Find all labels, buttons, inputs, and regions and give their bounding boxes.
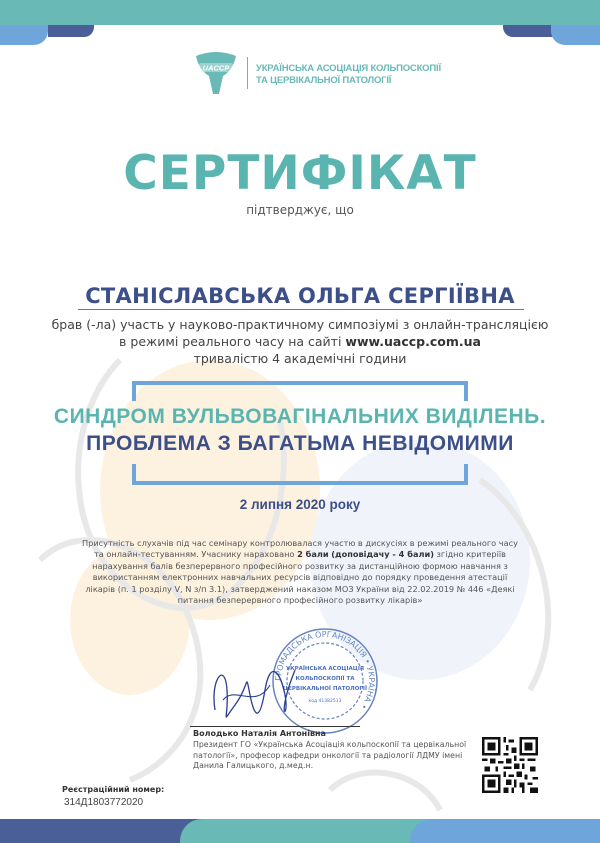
top-left-accent-light [0, 25, 48, 45]
top-band [0, 0, 600, 25]
speaker-points: (доповідачу - 4 бали) [331, 549, 434, 560]
bottom-accent-teal [180, 819, 440, 843]
attendance-part1: Присутність слухачів під час семінару контролювалася участю в дискусіях в режимі реального часу та онлайн-тестуванням. Учаснику нараховано [81, 538, 518, 560]
name-underline [78, 309, 524, 310]
signature-icon [205, 650, 305, 730]
registration-label: Реєстраційний номер: [62, 785, 165, 794]
website-link[interactable]: www.uaccp.com.ua [345, 334, 481, 349]
attendance-part2: згідно критеріїв нарахування балів безперервного професійного розвитку за дистанційною формою навчання з використанням електронних навчальних ресурсів відповідно до порядку проведення атестації лікарів (п. 1 розділу V, N з/п 3.1), затверджений наказом МОЗ України від 22.02.2019 № 446 «Деякі питання безперервного професійного розвитку лікарів» [85, 549, 515, 606]
stamp-center-line1: УКРАЇНСЬКА АСОЦІАЦІЯ [285, 666, 365, 672]
event-date: 2 липня 2020 року [239, 497, 361, 512]
registration-number: 314Д1803772020 [64, 797, 144, 808]
confirms-text: підтверджує, що [246, 203, 354, 217]
organization-name-line1: УКРАЇНСЬКА АСОЦІАЦІЯ КОЛЬПОСКОПІЇ [256, 63, 441, 74]
organization-name [256, 63, 441, 87]
recipient-name: СТАНІСЛАВСЬКА ОЛЬГА СЕРГІЇВНА [85, 284, 515, 308]
participation-line2 [0, 333, 600, 350]
signature-line [190, 726, 360, 727]
top-left-accent-dark [48, 25, 94, 37]
topic-frame-top-right [464, 381, 468, 401]
qr-code-icon[interactable] [482, 737, 538, 793]
participation-line1: брав (-ла) участь у науково-практичному симпозіумі з онлайн-трансляцією [51, 317, 549, 332]
topic-line2: ПРОБЛЕМА З БАГАТЬМА НЕВІДОМИМИ [86, 432, 514, 455]
topic-frame-top-left [132, 381, 136, 401]
topic-frame-bottom [132, 481, 468, 485]
topic-line1: СИНДРОМ ВУЛЬВОВАГІНАЛЬНИХ ВИДІЛЕНЬ. [53, 405, 547, 428]
topic-frame-top [132, 381, 468, 385]
topic-frame-bottom-left [132, 464, 136, 484]
attendance-text [78, 538, 522, 606]
top-right-accent-light [551, 25, 600, 45]
organization-name-line2: ТА ЦЕРВІКАЛЬНОЇ ПАТОЛОГІЇ [256, 75, 392, 86]
uaccp-logo-icon [193, 50, 239, 96]
stamp-ring-text: ГРОМАДСЬКА ОРГАНІЗАЦІЯ • УКРАЇНА • [273, 629, 377, 711]
signer-role: Президент ГО «Українська Асоціація кольпоскопії та цервікальної патології», професор кафедри онкології та радіології ЛДМУ імені Данила Галицького, д.мед.н. [193, 740, 467, 770]
points: 2 бали [297, 549, 329, 560]
bottom-accent-light [410, 819, 600, 843]
topic-frame-bottom-right [464, 464, 468, 484]
stamp-center-line3: ЦЕРВІКАЛЬНОЇ ПАТОЛОГІЇ [282, 686, 368, 692]
participation-line2-prefix: в режимі реального часу на сайті [119, 334, 346, 349]
signer-name: Володько Наталія Антонівна [193, 729, 326, 738]
stamp-center-line2: КОЛЬПОСКОПІЇ ТА [295, 676, 355, 682]
top-right-accent-dark [503, 25, 553, 37]
participation-line3: тривалістю 4 академічні години [193, 351, 407, 366]
logo-divider [247, 57, 248, 89]
stamp-code: код 41382513 [308, 699, 342, 704]
participation-text [0, 316, 600, 367]
certificate-title: СЕРТИФІКАТ [123, 146, 477, 201]
svg-text:UACCP: UACCP [202, 63, 230, 73]
